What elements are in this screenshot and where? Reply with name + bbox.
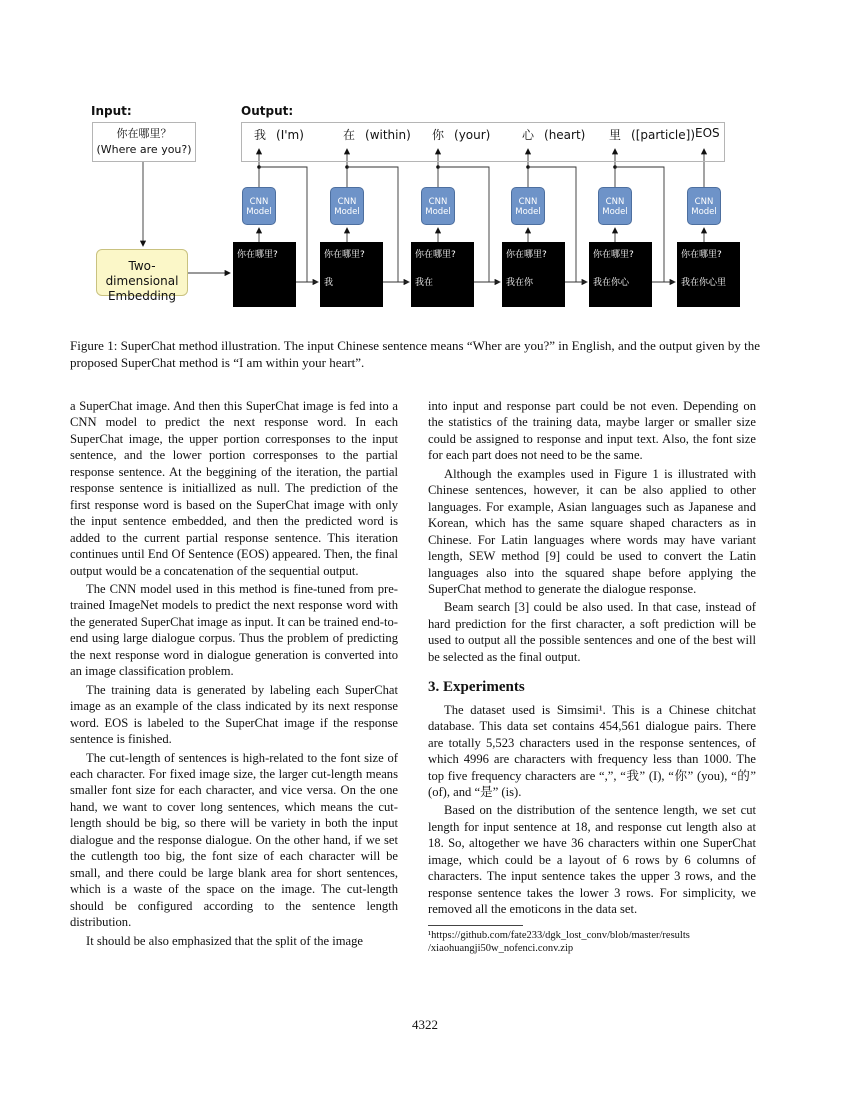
output-token-gloss: (heart) [544, 128, 586, 142]
superchat-response-text: 我在你心里 [681, 278, 727, 288]
footnote: ¹https://github.com/fate233/dgk_lost_conv/blob/master/results /xiaohuangji50w_nofenci.conv.zip [428, 929, 690, 954]
paragraph: The cut-length of sentences is high-related to the font size of each character. For fixed image size, the larger cut-length means smaller font size for each character, and vice versa. On the one hand, we want to cover long sentences, which means the cut-length should be big, so there will be variety in both the input dialogue and the response dialogue. On the other hand, if we set the cutlength too big, the font size of each character will be small, and there could be large blank area for short sentences, which is a waste of the space on the image. The cut-length should be configured according to the sentence length distribution. [70, 750, 398, 930]
superchat-response-text: 我 [324, 278, 334, 288]
cnn-label: CNN [337, 197, 357, 207]
cnn-label: CNN [249, 197, 269, 207]
model-label: Model [425, 207, 451, 217]
output-token-char: 你 [432, 128, 445, 142]
cnn-label: CNN [428, 197, 448, 207]
right-column [428, 398, 756, 955]
paragraph: a SuperChat image. And then this SuperChat image is fed into a CNN model to predict the next response word. In each SuperChat image, the upper portion corresponses to the input sentence, and the lower portion corresponses to the partial response sentence. At the beggining of the iteration, the partial response sentence is initiallized as null. The prediction of the first response word is based on the SuperChat image with only the input sentence embedded, and then the predicted word is added to the current partial response sentence. This iteration continues until End Of Sentence (EOS) appeared. Then, the final output would be a concatenation of the sequential output. [70, 399, 398, 578]
output-token-gloss: (I'm) [276, 128, 304, 142]
model-label: Model [691, 207, 717, 217]
footnote-rule [428, 925, 523, 926]
model-label: Model [334, 207, 360, 217]
output-token-char: 我 [254, 128, 267, 142]
cnn-model-box [687, 187, 721, 225]
cnn-model-box [421, 187, 455, 225]
page-number: 4322 [412, 1017, 438, 1032]
paragraph: It should be also emphasized that the split of the image [86, 933, 363, 948]
output-token [522, 126, 585, 143]
superchat-response-text: 我在你 [506, 278, 534, 288]
input-sentence-box [92, 122, 196, 162]
paragraph: Beam search [3] could be also used. In that case, instead of hard prediction for the first character, a soft prediction will be used to output all the possible sentences and one of the best will be selected as the final output. [428, 600, 756, 664]
output-token-gloss: ([particle]) [631, 128, 695, 142]
superchat-input-text: 你在哪里? [324, 250, 365, 260]
superchat-response-text: 我在 [415, 278, 434, 288]
figure-1 [0, 0, 850, 330]
output-token-char: 里 [609, 128, 622, 142]
cnn-model-box [598, 187, 632, 225]
paragraph: The CNN model used in this method is fine-tuned from pre-trained ImageNet models to predict the next response word with the generated SuperChat image as input. It can be trained end-to-end using large dialogue corpus. Thus the problem of predicting the next response word in dialogue generation is converted into an image classification problem. [70, 581, 398, 679]
paragraph: Although the examples used in Figure 1 is illustrated with Chinese sentences, however, it can be also applied to other languages. For example, Asian languages such as Japanese and Korean, which has the same square shaped characters as in Chinese. For Latin languages where words may have variant length, SEW method [9] could be used to convert the Latin languages also into the squared shape before applying the SuperChat method to generate the dialogue response. [428, 466, 756, 596]
output-token [609, 126, 695, 143]
paragraph: Based on the distribution of the sentence length, we set cut length for input sentence at 18, and response cut length also at 18. So, altogether we have 36 characters within one SuperChat image, which could be a layout of 6 rows by 6 columns of characters. The input sentence takes the upper 3 rows, and the response sentence takes the lower 3 rows. For simplicity, we removed all the emoticons in the data set. [428, 803, 756, 917]
embedding-label-line1: Two-dimensional [105, 259, 179, 288]
cnn-model-box [242, 187, 276, 225]
input-translation: (Where are you?) [96, 143, 192, 156]
paragraph: The dataset used is Simsimi¹. This is a Chinese chitchat database. This data set contains 454,561 dialogue pairs. There are totally 5,523 characters used in the response sentences, of which 4996 are characters with frequency less than 1000. The top five frequency characters are “,”, “我” (I), “你” (you), “的” (of), and “是” (is). [428, 702, 756, 799]
superchat-image [233, 242, 296, 307]
cnn-label: CNN [694, 197, 714, 207]
input-label: Input: [91, 104, 132, 118]
superchat-input-text: 你在哪里? [593, 250, 634, 260]
superchat-response-text: 我在你心 [593, 278, 630, 288]
output-token [695, 126, 730, 140]
output-token-gloss: (within) [365, 128, 411, 142]
superchat-image [589, 242, 652, 307]
output-token-gloss: (your) [454, 128, 491, 142]
superchat-image [320, 242, 383, 307]
left-column [70, 398, 398, 949]
output-token-char: 在 [343, 128, 356, 142]
superchat-input-text: 你在哪里? [415, 250, 456, 260]
superchat-image [677, 242, 740, 307]
section-title: 3. Experiments [428, 679, 525, 696]
cnn-label: CNN [605, 197, 625, 207]
paragraph: into input and response part could be not even. Depending on the statistics of the training data, maybe larger or smaller size could be assigned to response and input text. Also, the font size for each part does not need to be the same. [428, 399, 756, 463]
output-token [254, 126, 304, 143]
model-label: Model [246, 207, 272, 217]
model-label: Model [515, 207, 541, 217]
cnn-label: CNN [518, 197, 538, 207]
cnn-model-box [511, 187, 545, 225]
output-token [343, 126, 411, 143]
output-token-char: EOS [695, 126, 720, 140]
model-label: Model [602, 207, 628, 217]
output-label: Output: [241, 104, 294, 118]
cnn-model-box [330, 187, 364, 225]
output-token-char: 心 [522, 128, 535, 142]
superchat-input-text: 你在哪里? [506, 250, 547, 260]
figure-caption: Figure 1: SuperChat method illustration. The input Chinese sentence means “Wher are you?” in English, and the output given by the proposed SuperChat method is “I am within your heart”. [70, 338, 760, 370]
input-sentence: 你在哪里？ [116, 127, 172, 140]
superchat-input-text: 你在哪里? [237, 250, 278, 260]
superchat-image [502, 242, 565, 307]
superchat-image [411, 242, 474, 307]
embedding-label-line2: Embedding [107, 289, 177, 303]
output-token [432, 126, 490, 143]
superchat-input-text: 你在哪里? [681, 250, 722, 260]
paragraph: The training data is generated by labeling each SuperChat image as an example of the class indicated by its next response word. EOS is labeled to the SuperChat image if the response sentence is finished. [70, 682, 398, 747]
two-dimensional-embedding-box [96, 249, 188, 303]
